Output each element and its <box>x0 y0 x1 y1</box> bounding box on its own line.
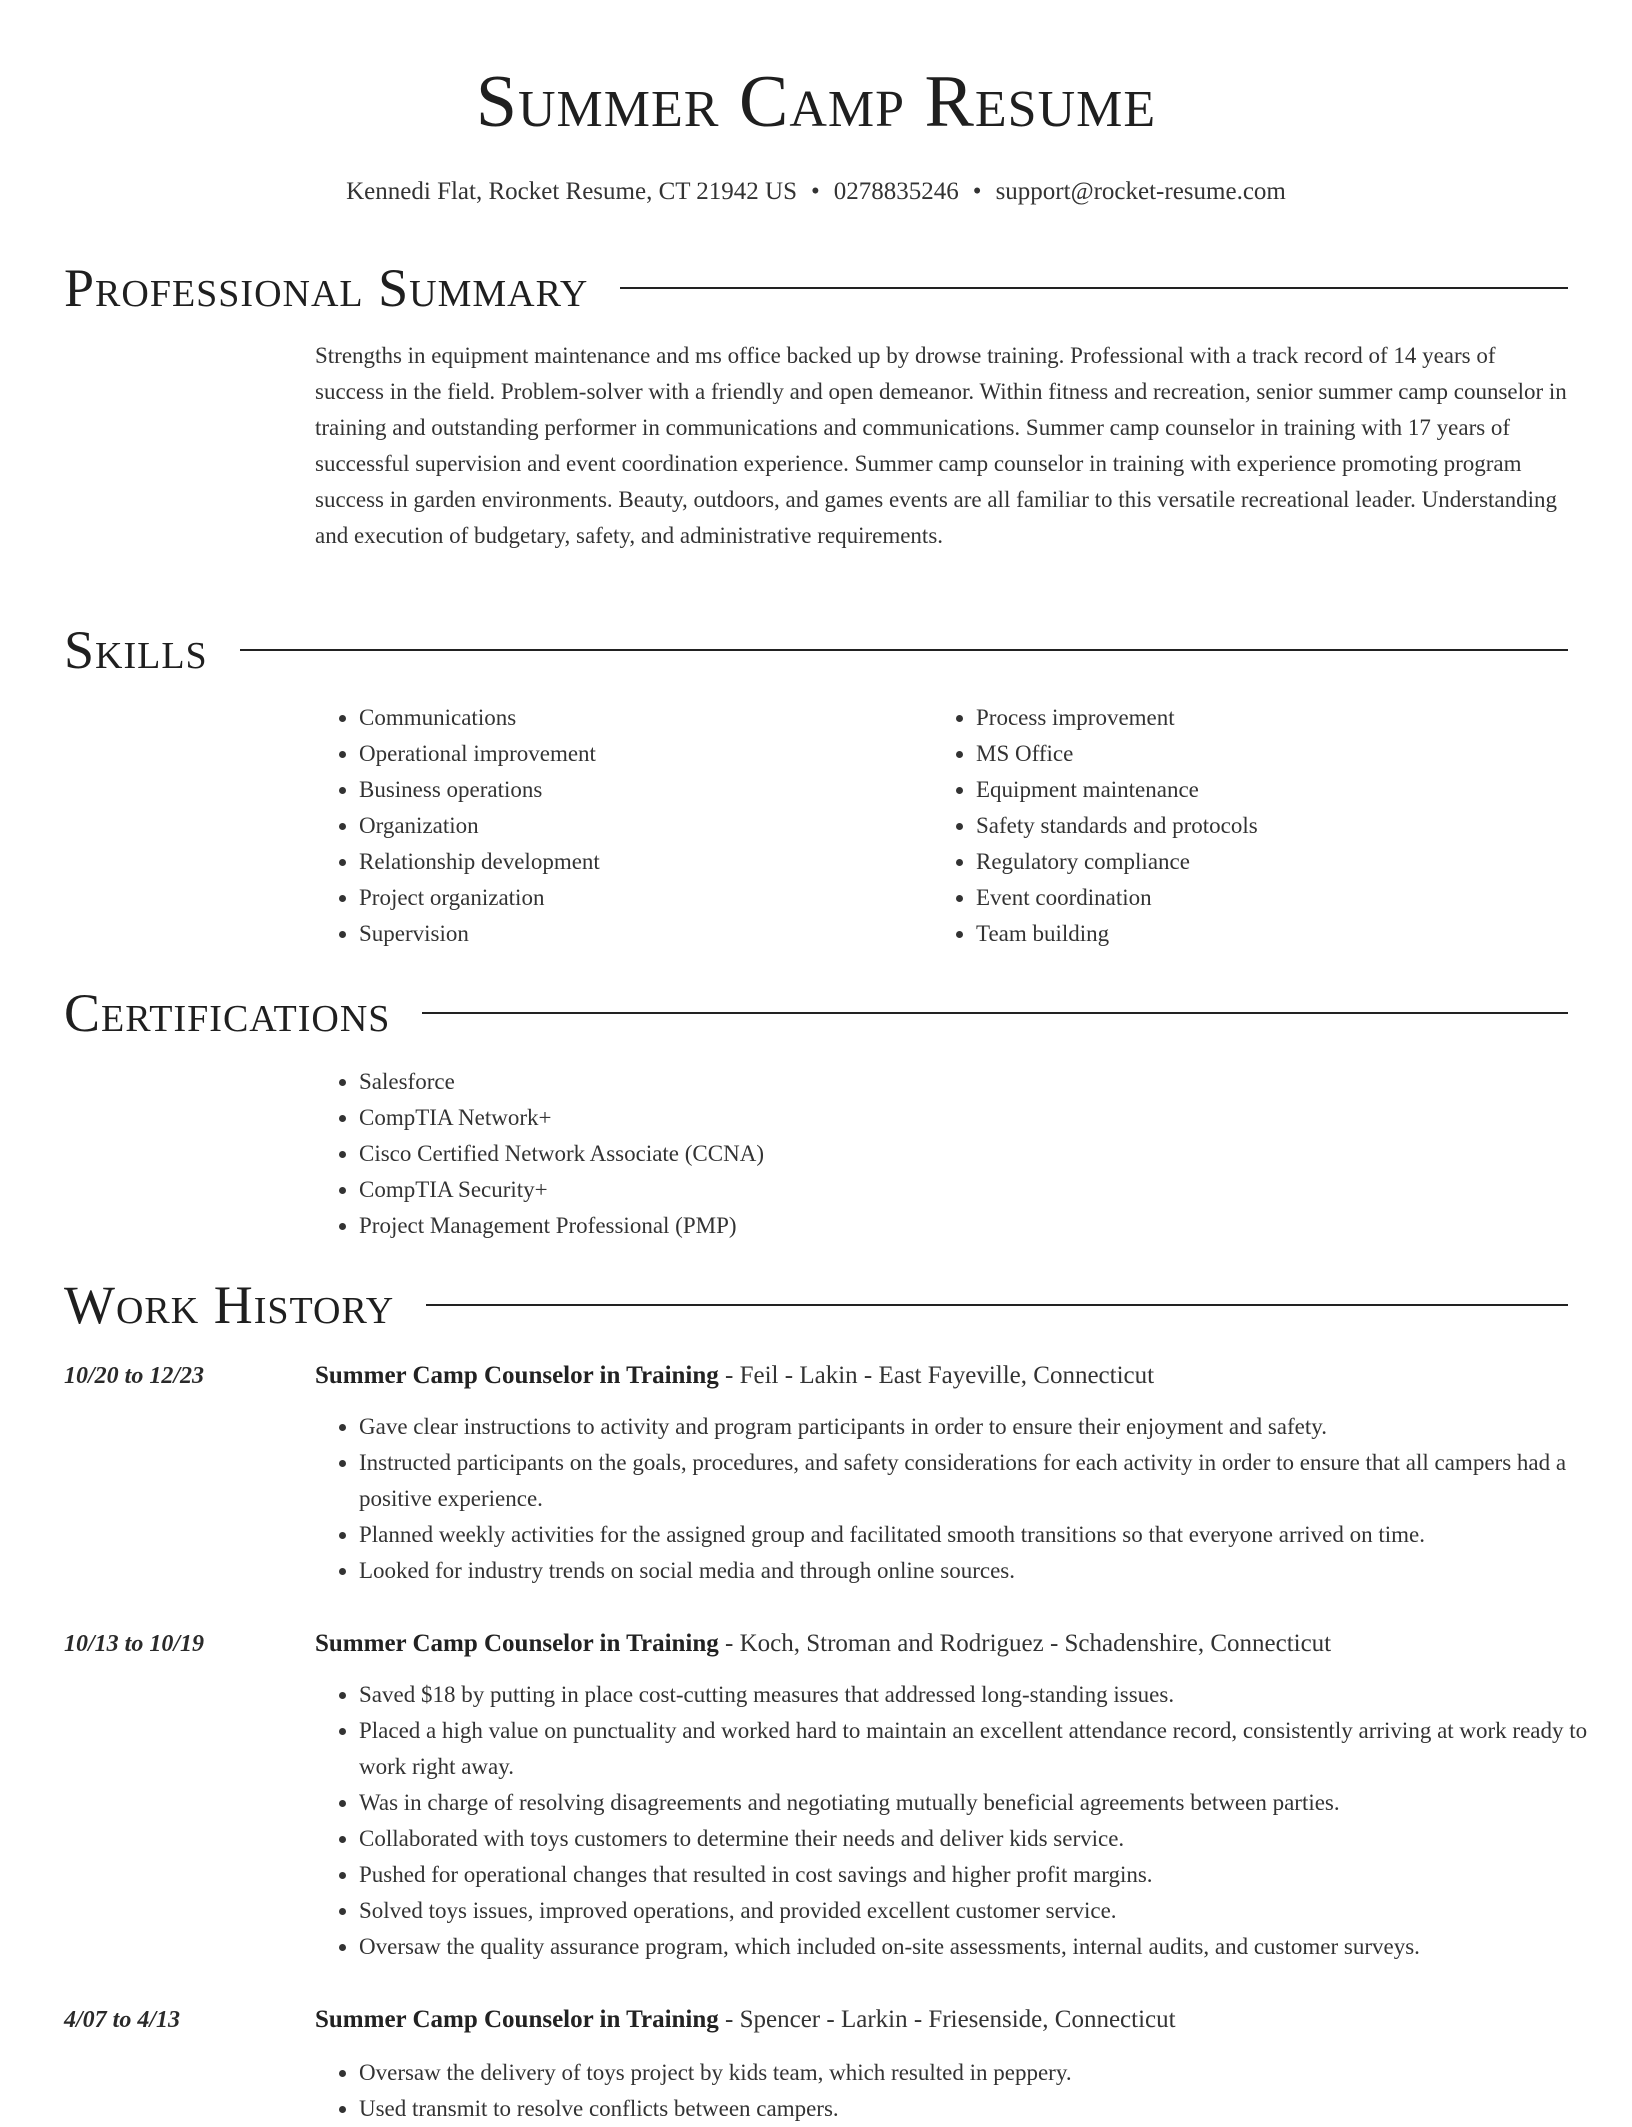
job-title: Summer Camp Counselor in Training <box>315 1362 719 1389</box>
certification-item: • Cisco Certified Network Associate (CCNA) <box>359 1136 1614 1172</box>
job-heading <box>315 2002 1176 2038</box>
skill-item: • Project organization <box>359 880 919 916</box>
job-employer: - Spencer - Larkin - Friesenside, Connecticut <box>718 2006 1176 2033</box>
skill-item: • Team building <box>976 916 1576 952</box>
job-heading <box>315 1626 1331 1662</box>
job-bullet: • Used transmit to resolve conflicts between campers. <box>359 2091 1614 2127</box>
job-bullet: • Instructed participants on the goals, procedures, and safety considerations for each activity in order to ensure that all campers had a positive experience. <box>359 1445 1614 1517</box>
certification-item: • CompTIA Network+ <box>359 1100 1614 1136</box>
skill-item: • Relationship development <box>359 844 919 880</box>
job-bullet: • Placed a high value on punctuality and worked hard to maintain an excellent attendance record, consistently arriving at work ready to work right away. <box>359 1713 1614 1785</box>
contact-separator: • <box>811 178 820 205</box>
job-bullet: • Was in charge of resolving disagreements and negotiating mutually beneficial agreements between parties. <box>359 1785 1614 1821</box>
skills-list-right <box>932 700 1576 952</box>
section-work-history <box>64 1270 1568 1340</box>
section-professional-summary <box>64 253 1568 323</box>
resume-title: Summer Camp Resume <box>475 61 1157 143</box>
job-bullet: • Saved $18 by putting in place cost-cutting measures that addressed long-standing issues. <box>359 1677 1614 1713</box>
job-bullet: • Oversaw the quality assurance program, which included on-site assessments, internal audits, and customer surveys. <box>359 1929 1614 1965</box>
job-bullet: • Solved toys issues, improved operations, and provided excellent customer service. <box>359 1893 1614 1929</box>
contact-separator: • <box>972 178 982 205</box>
certification-item: • Salesforce <box>359 1064 1614 1100</box>
job-employer: - Feil - Lakin - East Fayeville, Connecticut <box>718 1362 1155 1389</box>
skill-item: • Communications <box>359 700 919 736</box>
contact-line <box>0 172 1632 212</box>
skill-item: • Regulatory compliance <box>976 844 1576 880</box>
skill-item: • MS Office <box>976 736 1576 772</box>
job-bullet: • Collaborated with toys customers to determine their needs and deliver kids service. <box>359 1821 1614 1857</box>
job-bullets <box>315 2055 1614 2127</box>
skill-item: • Event coordination <box>976 880 1576 916</box>
job-heading <box>315 1358 1154 1394</box>
contact-phone: 0278835246 <box>833 178 959 205</box>
section-heading: Skills <box>64 620 208 680</box>
certification-item: • CompTIA Security+ <box>359 1172 1614 1208</box>
job-bullets <box>315 1677 1614 1965</box>
section-heading: Certifications <box>64 983 391 1043</box>
job-title: Summer Camp Counselor in Training <box>315 2006 719 2033</box>
job-employer: - Koch, Stroman and Rodriguez - Schadenshire, Connecticut <box>718 1630 1332 1657</box>
section-rule <box>240 649 1568 651</box>
job-dates: 10/20 to 12/23 <box>64 1363 205 1389</box>
certification-item: • Project Management Professional (PMP) <box>359 1208 1614 1244</box>
section-heading: Work History <box>64 1275 395 1335</box>
skill-item: • Operational improvement <box>359 736 919 772</box>
skills-list-left <box>315 700 919 952</box>
skill-item: • Safety standards and protocols <box>976 808 1576 844</box>
skill-item: • Process improvement <box>976 700 1576 736</box>
skill-item: • Supervision <box>359 916 919 952</box>
job-bullet: • Looked for industry trends on social media and through online sources. <box>359 1553 1614 1589</box>
section-rule <box>422 1012 1568 1014</box>
summary-text: Strengths in equipment maintenance and ms office backed up by drowse training. Professional with a track record of 14 years of success in the field. Problem-solver with a friendly and open demeanor. Within fitness and recreation, senior summer camp counselor in training and outstanding performer in communications and communications. Summer camp counselor in training with 17 years of successful supervision and event coordination experience. Summer camp counselor in training with experience promoting program success in garden environments. Beauty, outdoors, and games events are all familiar to this versatile recreational leader. Understanding and execution of budgetary, safety, and administrative requirements. <box>315 343 1567 548</box>
certifications-list <box>315 1064 1614 1244</box>
skill-item: • Equipment maintenance <box>976 772 1576 808</box>
job-title: Summer Camp Counselor in Training <box>315 1630 719 1657</box>
job-bullet: • Pushed for operational changes that resulted in cost savings and higher profit margins. <box>359 1857 1614 1893</box>
section-skills <box>64 615 1568 685</box>
job-bullet: • Oversaw the delivery of toys project by kids team, which resulted in peppery. <box>359 2055 1614 2091</box>
job-bullet: • Gave clear instructions to activity and program participants in order to ensure their enjoyment and safety. <box>359 1409 1614 1445</box>
section-rule <box>426 1304 1568 1306</box>
job-dates: 10/13 to 10/19 <box>64 1631 205 1657</box>
job-bullet: • Planned weekly activities for the assigned group and facilitated smooth transitions so that everyone arrived on time. <box>359 1517 1614 1553</box>
section-rule <box>620 287 1568 289</box>
job-bullets <box>315 1409 1614 1589</box>
section-certifications <box>64 978 1568 1048</box>
contact-address: Kennedi Flat, Rocket Resume, CT 21942 US <box>346 178 798 205</box>
skill-item: • Business operations <box>359 772 919 808</box>
skill-item: • Organization <box>359 808 919 844</box>
section-heading: Professional Summary <box>64 258 589 318</box>
job-dates: 4/07 to 4/13 <box>64 2007 181 2033</box>
contact-email: support@rocket-resume.com <box>995 178 1286 205</box>
